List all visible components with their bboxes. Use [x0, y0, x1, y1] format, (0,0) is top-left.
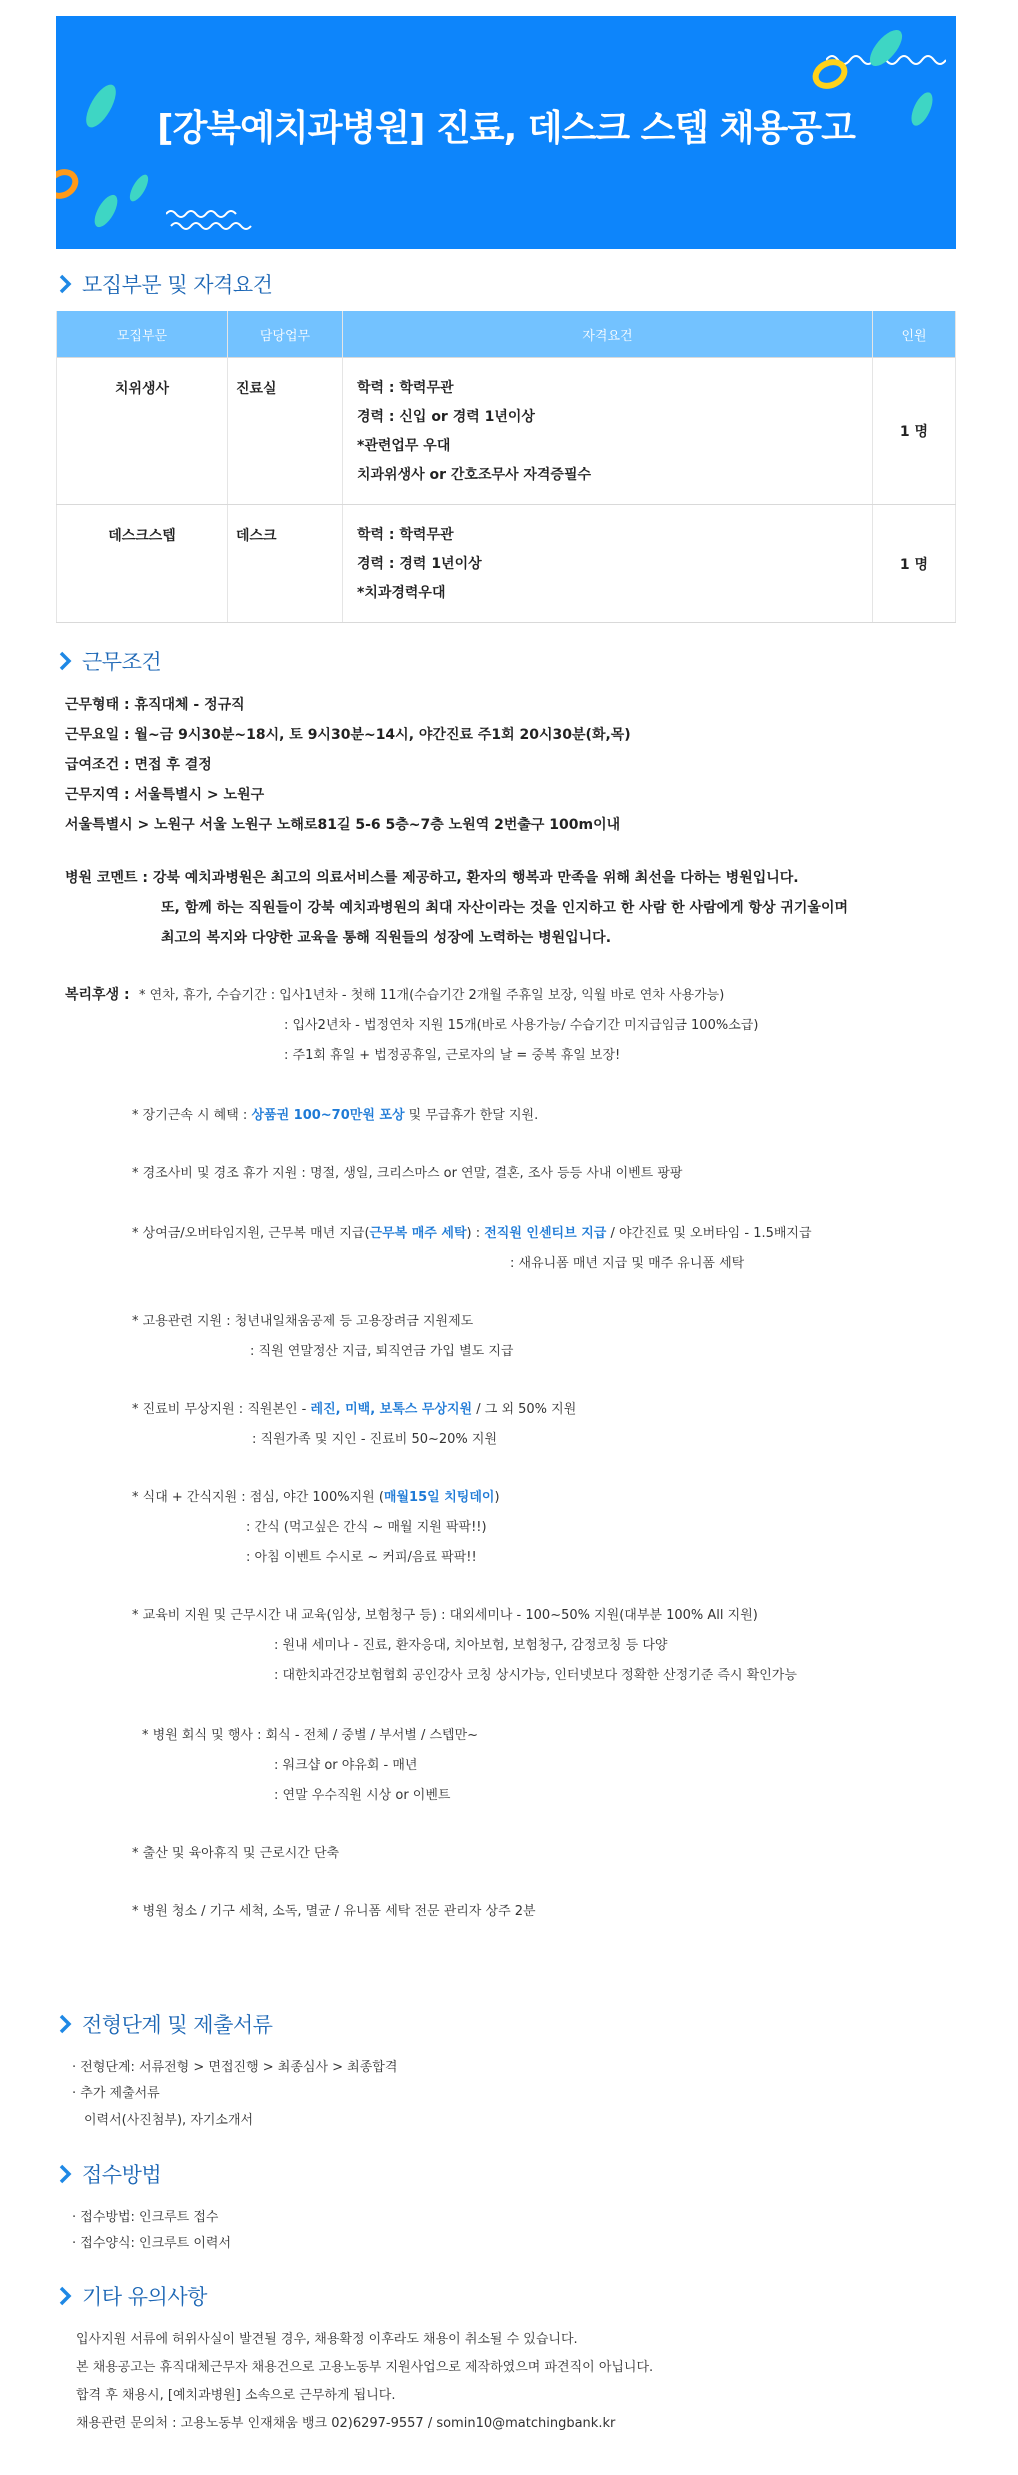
section-heading-process: 전형단계 및 제출서류: [56, 2009, 272, 2039]
welfare-leave: : 주1회 휴일 + 법정공휴일, 근로자의 날 = 중복 휴일 보장!: [284, 1048, 621, 1063]
header-banner: [56, 16, 956, 249]
qualifications-cell: [343, 505, 873, 623]
header-qualifications: 자격요건: [343, 311, 873, 358]
note-line: 채용관련 문의처 : 고용노동부 인재채움 뱅크 02)6297-9557 / somin10@matchingbank.kr: [76, 2416, 616, 2431]
section-heading-recruit: 모집부문 및 자격요건: [56, 269, 272, 299]
leaf-decoration-left-3: [124, 166, 154, 210]
extra-docs: 이력서(사진첨부), 자기소개서: [84, 2113, 254, 2128]
ring-decoration-left: [56, 164, 84, 204]
hospital-comment-line: 병원 코멘트 : 강북 예치과병원은 최고의 의료서비스를 제공하고, 환자의 행복과 만족을 위해 최선을 다하는 병원입니다.: [65, 870, 799, 886]
welfare-events: * 병원 회식 및 행사 : 회식 - 전체 / 중별 / 부서별 / 스텝만~: [142, 1728, 479, 1743]
posting-title: [강북예치과병원] 진료, 데스크 스텝 채용공고: [157, 108, 855, 149]
qual-line: *관련업무 우대: [357, 438, 451, 454]
count-cell: 1 명: [873, 358, 956, 505]
qual-line: 학력 : 학력무관: [357, 527, 454, 543]
duty-cell: 데스크: [228, 505, 343, 623]
welfare-bonus: * 상여금/오버타임지원, 근무복 매년 지급(근무복 매주 세탁) : 전직원 인센티브 지급 / 야간진료 및 오버타임 - 1.5배지급: [132, 1226, 812, 1241]
apply-method: · 접수방법: 인크루트 접수: [72, 2210, 219, 2225]
qualifications-cell: [343, 358, 873, 505]
header-position: 모집부문: [57, 311, 228, 358]
position-cell: 치위생사: [57, 358, 228, 505]
welfare-maternity: * 출산 및 육아휴직 및 근로시간 단축: [132, 1846, 340, 1861]
welfare-employment: : 직원 연말정산 지급, 퇴직연금 가입 별도 지급: [250, 1344, 514, 1359]
ring-decoration-top-right: [810, 56, 850, 92]
qual-line: 학력 : 학력무관: [357, 380, 454, 396]
welfare-label: 복리후생 :: [65, 987, 130, 1003]
work-address: 서울특별시 > 노원구 서울 노원구 노해로81길 5-6 5층~7층 노원역 2번출구 100m이내: [65, 817, 621, 833]
leaf-decoration-left-2: [86, 186, 126, 236]
welfare-cleaning: * 병원 청소 / 기구 세척, 소독, 멸균 / 유니폼 세탁 전문 관리자 상주 2분: [132, 1904, 536, 1919]
process-steps: · 전형단계: 서류전형 > 면접진행 > 최종심사 > 최종합격: [72, 2060, 398, 2075]
table-header-row: [57, 311, 956, 358]
qual-line: 경력 : 경력 1년이상: [357, 556, 482, 572]
welfare-congrats: * 경조사비 및 경조 휴가 지원 : 명절, 생일, 크리스마스 or 연말, 결혼, 조사 등등 사내 이벤트 팡팡: [132, 1166, 683, 1181]
welfare-meal: * 식대 + 간식지원 : 점심, 야간 100%지원 (매월15일 치팅데이): [132, 1490, 500, 1505]
welfare-care-family: : 직원가족 및 지인 - 진료비 50~20% 지원: [252, 1432, 498, 1447]
job-posting: [56, 16, 956, 2431]
welfare-leave: * 연차, 휴가, 수습기간 : 입사1년차 - 첫해 11개(수습기간 2개월 주휴일 보장, 익월 바로 연차 사용가능): [139, 988, 725, 1003]
hospital-comment-line: 또, 함께 하는 직원들이 강북 예치과병원의 최대 자산이라는 것을 인지하고 한 사람 한 사람에게 항상 귀기울이며: [161, 900, 849, 916]
position-cell: 데스크스텝: [57, 505, 228, 623]
welfare-snack: : 간식 (먹고싶은 간식 ~ 매월 지원 팍팍!!): [246, 1520, 487, 1535]
section-heading-notes: 기타 유의사항: [56, 2281, 207, 2311]
work-region: 근무지역 : 서울특별시 > 노원구: [65, 787, 265, 803]
welfare-employment: * 고용관련 지원 : 청년내일채움공제 등 고용장려금 지원제도: [132, 1314, 474, 1329]
welfare-leave: : 입사2년차 - 법정연차 지원 15개(바로 사용가능/ 수습기간 미지급임금 100%소급): [284, 1018, 759, 1033]
welfare-bonus-line2: : 새유니폼 매년 지급 및 매주 유니폼 세탁: [510, 1256, 745, 1271]
note-line: 입사지원 서류에 허위사실이 발견될 경우, 채용확정 이후라도 채용이 취소될 수 있습니다.: [76, 2332, 578, 2347]
extra-docs-label: · 추가 제출서류: [72, 2086, 160, 2101]
welfare-education: * 교육비 지원 및 근무시간 내 교육(임상, 보험청구 등) : 대외세미나 - 100~50% 지원(대부분 100% All 지원): [132, 1608, 758, 1623]
salary: 급여조건 : 면접 후 결정: [65, 757, 212, 773]
note-line: 합격 후 채용시, [예치과병원] 소속으로 근무하게 됩니다.: [76, 2388, 396, 2403]
qual-line: 치과위생사 or 간호조무사 자격증필수: [357, 467, 592, 483]
count-cell: 1 명: [873, 505, 956, 623]
qual-line: 경력 : 신입 or 경력 1년이상: [357, 409, 535, 425]
welfare-education: : 원내 세미나 - 진료, 환자응대, 치아보험, 보험청구, 감정코칭 등 다양: [274, 1638, 668, 1653]
work-days: 근무요일 : 월~금 9시30분~18시, 토 9시30분~14시, 야간진료 주1회 20시30분(화,목): [65, 727, 631, 743]
chevron-right-icon: [56, 2284, 76, 2308]
welfare-events: : 워크샵 or 야유회 - 매년: [274, 1758, 418, 1773]
section-heading-apply: 접수방법: [56, 2159, 161, 2189]
work-type: 근무형태 : 휴직대체 - 정규직: [65, 697, 245, 713]
welfare-care: * 진료비 무상지원 : 직원본인 - 레진, 미백, 보톡스 무상지원 / 그 외 50% 지원: [132, 1402, 577, 1417]
leaf-decoration-top-right: [856, 24, 916, 74]
header-count: 인원: [873, 311, 956, 358]
qual-line: *치과경력우대: [357, 585, 446, 601]
hospital-comment-line: 최고의 복지와 다양한 교육을 통해 직원들의 성장에 노력하는 병원입니다.: [161, 930, 612, 946]
requirements-table: [56, 311, 956, 623]
chevron-right-icon: [56, 2162, 76, 2186]
apply-form: · 접수양식: 인크루트 이력서: [72, 2236, 232, 2251]
wave-decoration-bottom-left: [166, 206, 256, 236]
welfare-longterm: * 장기근속 시 혜택 : 상품권 100~70만원 포상 및 무급휴가 한달 지원.: [132, 1108, 539, 1123]
table-row: [57, 505, 956, 623]
chevron-right-icon: [56, 272, 76, 296]
welfare-morning: : 아침 이벤트 수시로 ~ 커피/음료 팍팍!!: [246, 1550, 477, 1565]
chevron-right-icon: [56, 2012, 76, 2036]
welfare-education: : 대한치과건강보험협회 공인강사 코칭 상시가능, 인터넷보다 정확한 산정기준 즉시 확인가능: [274, 1668, 797, 1683]
table-row: [57, 358, 956, 505]
header-duty: 담당업무: [228, 311, 343, 358]
welfare-events: : 연말 우수직원 시상 or 이벤트: [274, 1788, 451, 1803]
note-line: 본 채용공고는 휴직대체근무자 채용건으로 고용노동부 지원사업으로 제작하였으며 파견직이 아닙니다.: [76, 2360, 654, 2375]
section-heading-conditions: 근무조건: [56, 646, 161, 676]
duty-cell: 진료실: [228, 358, 343, 505]
chevron-right-icon: [56, 649, 76, 673]
